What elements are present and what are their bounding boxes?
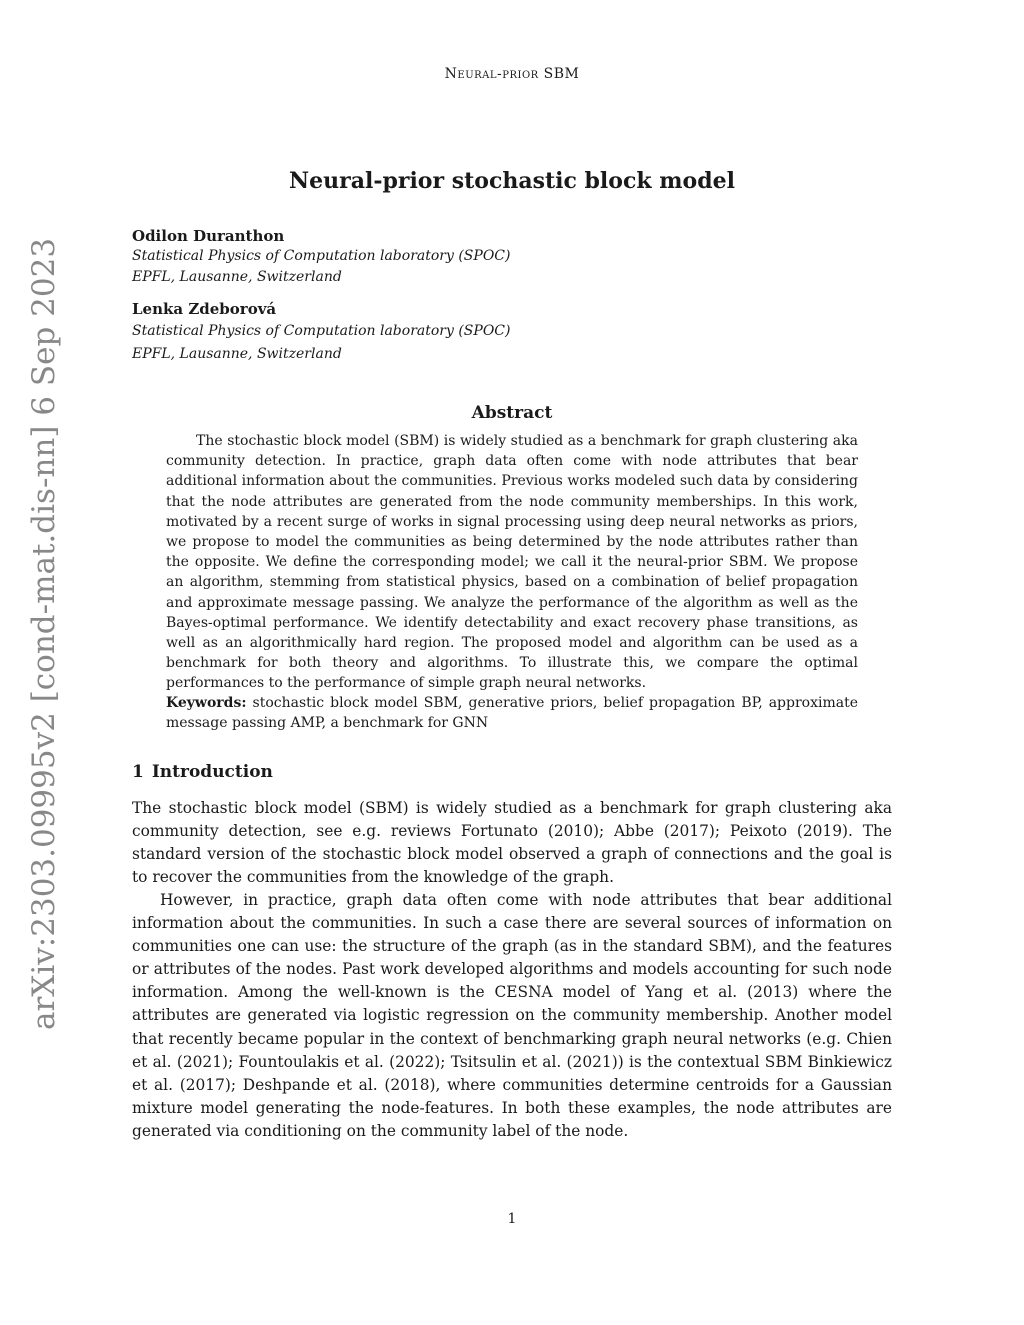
author-location: EPFL, Lausanne, Switzerland [132,269,342,285]
author-affiliation: Statistical Physics of Computation laboratory (SPOC) [132,248,511,264]
keywords-label: Keywords: [166,695,247,711]
page-number: 1 [507,1211,517,1227]
body-paragraph: The stochastic block model (SBM) is widely studied as a benchmark for graph clustering aka community detection, see e.g. reviews Fortunato (2010); Abbe (2017); Peixoto (2019). The standard version of the stochastic block model observed a graph of connections and the goal is to recover the communities from the knowledge of the graph. [132,799,892,887]
arxiv-identifier[interactable]: arXiv:2303.09995v2 [cond-mat.dis-nn] 6 Sep 2023 [26,237,62,1030]
paper-title: Neural-prior stochastic block model [289,168,735,194]
abstract-heading: Abstract [471,403,553,423]
section-title: Introduction [151,762,273,782]
author-name: Odilon Duranthon [132,227,285,245]
author-block [132,299,832,365]
section-number: 1 [132,762,144,782]
author-location: EPFL, Lausanne, Switzerland [132,346,342,362]
running-head: Neural-prior SBM [444,66,580,82]
author-affiliation: Statistical Physics of Computation laboratory (SPOC) [132,323,511,339]
author-block [132,226,832,288]
abstract-text: The stochastic block model (SBM) is widely studied as a benchmark for graph clustering aka community detection. In practice, graph data often come with node attributes that bear additional information about the communities. Previous works modeled such data by considering that the node attributes are generated from the node community memberships. In this work, motivated by a recent surge of works in signal processing using deep neural networks as priors, we propose to model the communities as being determined by the node attributes rather than the opposite. We define the corresponding model; we call it the neural-prior SBM. We propose an algorithm, stemming from statistical physics, based on a combination of belief propagation and approximate message passing. We analyze the performance of the algorithm as well as the Bayes-optimal performance. We identify detectability and exact recovery phase transitions, as well as an algorithmically hard region. The proposed model and algorithm can be used as a benchmark for both theory and algorithms. To illustrate this, we compare the optimal performances to the performance of simple graph neural networks. [166,433,858,692]
keywords [166,693,858,733]
author-name: Lenka Zdeborová [132,300,277,318]
body-paragraph: However, in practice, graph data often come with node attributes that bear additional information about the communities. In such a case there are several sources of information on communities one can use: the structure of the graph (as in the standard SBM), and the features or attributes of the nodes. Past work developed algorithms and models accounting for such node information. Among the well-known is the CESNA model of Yang et al. (2013) where the attributes are generated via logistic regression on the community membership. Another model that recently became popular in the context of benchmarking graph neural networks (e.g. Chien et al. (2021); Fountoulakis et al. (2022); Tsitsulin et al. (2021)) is the contextual SBM Binkiewicz et al. (2017); Deshpande et al. (2018), where communities determine centroids for a Gaussian mixture model generating the node-features. In both these examples, the node attributes are generated via conditioning on the community label of the node. [132,891,892,1140]
section-heading [132,762,273,782]
keywords-text: stochastic block model SBM, generative priors, belief propagation BP, approximate message passing AMP, a benchmark for GNN [166,695,858,731]
